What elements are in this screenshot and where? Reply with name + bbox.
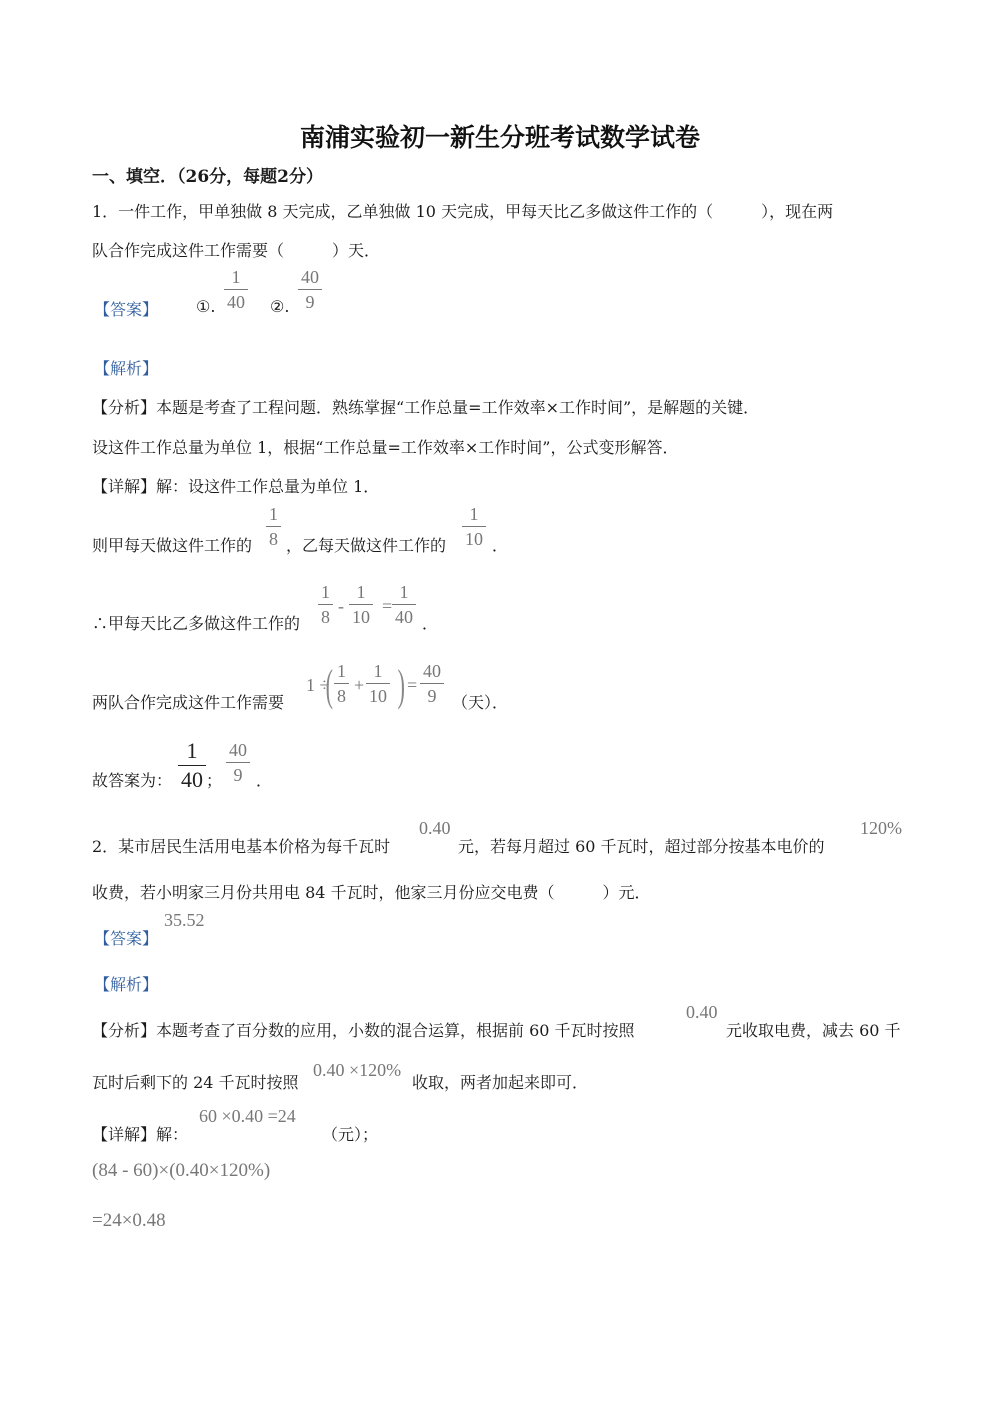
q2-detail-3-expr: =24×0.48 xyxy=(92,1210,166,1231)
q2-fenxi-1-text-b: 元收取电费，减去 60 千 xyxy=(726,1021,901,1040)
q1-detail-1: 【详解】解：设这件工作总量为单位 1． xyxy=(92,477,380,496)
q2-answer-value: 35.52 xyxy=(164,910,205,930)
q1-detail-2-fraction-1: 1 8 xyxy=(266,505,281,548)
q1-detail-3-fraction-1: 1 8 xyxy=(318,583,333,626)
q2-fenxi-2-text-b: 收取，两者加起来即可． xyxy=(412,1073,589,1092)
q1-detail-2-end: ． xyxy=(492,536,509,555)
q1-detail-4-fraction-3: 40 9 xyxy=(420,662,444,705)
page-title: 南浦实验初一新生分班考试数学试卷 xyxy=(299,123,700,152)
q2-line1-text-b: 元，若每月超过 60 千瓦时，超过部分按基本电价的 xyxy=(458,837,825,856)
q2-detail-1-unit: （元）； xyxy=(322,1125,379,1144)
left-paren-icon: ( xyxy=(325,661,333,710)
q1-final-fraction-2: 40 9 xyxy=(226,741,250,784)
q2-fenxi-2-text: 瓦时后剩下的 24 千瓦时按照 xyxy=(92,1073,299,1092)
q1-fenxi-1: 【分析】本题是考查了工程问题．熟练掌握“工作总量=工作效率×工作时间”，是解题的关键． xyxy=(92,398,760,417)
q1-detail-3-text: ∴甲每天比乙多做这件工作的 xyxy=(92,614,301,633)
q1-detail-4-fraction-1: 1 8 xyxy=(334,662,349,705)
q2-analysis-label: 【解析】 xyxy=(94,975,159,994)
q1-final-fraction-1: 1 40 xyxy=(178,740,206,791)
q1-detail-3-minus: - xyxy=(338,596,344,616)
section-header: 一、填空．（26分，每题2分） xyxy=(92,167,323,187)
q2-fenxi-1-text: 【分析】本题考查了百分数的应用，小数的混合运算，根据前 60 千瓦时按照 xyxy=(92,1021,635,1040)
q1-detail-4-fraction-2: 1 10 xyxy=(366,662,390,705)
q1-detail-4-text: 两队合作完成这件工作需要 xyxy=(92,693,285,712)
q2-detail-1-expr: 60 ×0.40 =24 xyxy=(199,1106,296,1126)
q1-analysis-label: 【解析】 xyxy=(94,359,159,378)
q1-answer-mark1: ①. xyxy=(196,297,216,316)
q2-fenxi-1-price: 0.40 xyxy=(686,1002,718,1022)
q1-final-text: 故答案为： xyxy=(92,771,173,790)
q1-final-end: ． xyxy=(256,771,273,790)
q1-detail-3-end: ． xyxy=(422,614,439,633)
q1-detail-4-one-div: 1 ÷ xyxy=(306,675,330,695)
q2-fenxi-2-expr: 0.40 ×120% xyxy=(313,1060,402,1080)
q1-answer-fraction-1: 1 40 xyxy=(224,268,248,311)
q2-line1-price: 0.40 xyxy=(419,818,451,838)
q1-line2: 队合作完成这件工作需要（ ）天． xyxy=(92,241,381,260)
q1-detail-4-plus: + xyxy=(354,675,365,695)
q1-detail-3-fraction-2: 1 10 xyxy=(349,583,373,626)
q2-detail-1-text: 【详解】解： xyxy=(92,1125,189,1144)
q1-fenxi-2: 设这件工作总量为单位 1，根据“工作总量=工作效率×工作时间”，公式变形解答． xyxy=(92,438,679,457)
q2-line1-text: 2．某市居民生活用电基本价格为每千瓦时 xyxy=(92,837,391,856)
q2-detail-2-expr: (84 - 60)×(0.40×120%) xyxy=(92,1160,271,1181)
q1-line1: 1．一件工作，甲单独做 8 天完成，乙单独做 10 天完成，甲每天比乙多做这件工作的（ ），现在两 xyxy=(92,202,834,221)
q1-detail-2-text-b: ，乙每天做这件工作的 xyxy=(286,536,447,555)
q1-detail-4-equals: = xyxy=(407,675,418,695)
q1-answer-label: 【答案】 xyxy=(94,300,159,319)
q2-line1-percent: 120% xyxy=(860,818,902,838)
q1-detail-3-equals: = xyxy=(382,596,393,616)
q1-answer-mark2: ②. xyxy=(270,297,290,316)
q1-answer-fraction-2: 40 9 xyxy=(298,268,322,311)
q1-detail-4-end: （天）． xyxy=(452,693,509,712)
q1-detail-3-fraction-3: 1 40 xyxy=(392,583,416,626)
q1-final-sep: ； xyxy=(206,771,223,790)
right-paren-icon: ) xyxy=(397,661,405,710)
q1-detail-2-text: 则甲每天做这件工作的 xyxy=(92,536,253,555)
q2-answer-label: 【答案】 xyxy=(94,929,159,948)
q2-line2: 收费，若小明家三月份共用电 84 千瓦时，他家三月份应交电费（ ）元． xyxy=(92,883,651,902)
q1-detail-2-fraction-2: 1 10 xyxy=(462,505,486,548)
